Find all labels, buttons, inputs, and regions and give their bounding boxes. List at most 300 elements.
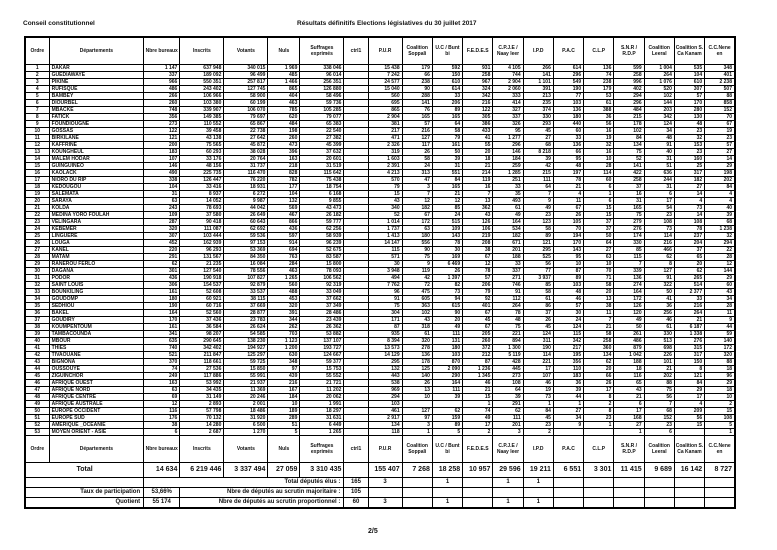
table-cell: 35 [25,303,49,310]
table-cell: 106 [463,226,493,233]
summary-cell [674,478,704,488]
table-cell: 16 [584,149,614,156]
table-cell: 86 [523,303,553,310]
table-cell: 37 436 [180,317,224,324]
table-cell [344,72,368,79]
table-cell: 58 [584,282,614,289]
total-value-cell [344,463,368,478]
table-cell: 84 350 [224,254,268,261]
column-header: Votants [224,37,268,65]
summary-cell: 3 [368,478,402,488]
table-cell: 264 [674,310,704,317]
table-cell: 15 753 [300,366,344,373]
table-cell: 97 [268,366,300,373]
table-total-row [25,463,735,478]
table-cell: 39 [25,331,49,338]
table-cell: 48 [25,394,49,401]
table-cell: 159 [432,415,462,422]
table-cell: 47 [402,177,432,184]
table-cell: 109 [144,212,180,219]
table-cell: 295 [368,359,402,366]
table-cell: 190 918 [180,275,224,282]
table-cell: KOLDA [49,205,143,212]
table-cell: 22 738 [224,128,268,135]
table-cell [344,93,368,100]
table-cell: 188 [493,254,523,261]
table-cell: 26 [402,149,432,156]
table-cell: 23 [584,415,614,422]
table-cell: 1 [584,191,614,198]
table-cell: 43 [614,387,644,394]
summary-cell [553,488,583,498]
table-cell: KOUNGHEUL [49,149,143,156]
table-cell: 132 [368,366,402,373]
table-cell: 114 [644,233,674,240]
table-cell: 296 [553,72,583,79]
table-cell: 38 115 [224,296,268,303]
table-cell: 165 [614,205,644,212]
summary-cell: 1 [432,478,462,488]
table-cell: 90 [402,247,432,254]
table-cell: 30 [25,268,49,275]
table-cell [344,149,368,156]
table-cell: 34 [25,296,49,303]
table-cell: 2 893 [180,401,224,408]
table-cell: 88 [705,93,735,100]
table-cell: 12 [463,261,493,268]
table-cell: 41 [644,296,674,303]
total-value-cell: 7 268 [402,463,432,478]
table-cell: 12 [25,142,49,149]
table-cell: 41 [463,135,493,142]
table-cell: 20 [25,198,49,205]
table-cell: 164 [493,219,523,226]
table-cell: 34 [644,128,674,135]
table-cell: 37 349 [300,303,344,310]
table-cell: 70 [584,268,614,275]
table-cell: 1 014 [368,219,402,226]
table-cell: 11 [705,310,735,317]
summary-cell [614,488,644,498]
table-cell [553,429,583,436]
table-cell: 1 123 [268,338,300,345]
table-header-row [25,436,735,463]
table-cell: 74 [144,366,180,373]
table-cell: 46 [463,380,493,387]
table-cell: 127 745 [224,86,268,93]
table-cell: 15 850 [224,366,268,373]
table-cell: 11 [25,135,49,142]
column-header: C.L.P [584,436,614,463]
table-cell: 339 [614,268,644,275]
table-cell: 48 [493,317,523,324]
table-cell [344,422,368,429]
summary-cell [553,498,583,509]
table-cell: 197 [553,170,583,177]
table-cell: 461 [368,408,402,415]
table-cell: 161 [144,324,180,331]
table-cell: 23 [25,219,49,226]
table-cell: 115 642 [300,170,344,177]
table-cell: 20 764 [224,156,268,163]
table-cell: 538 [368,380,402,387]
column-header: C.C.Nene en [705,436,735,463]
table-row [25,394,735,401]
table-cell: 44 [25,366,49,373]
table-cell: VELINGARA [49,219,143,226]
table-cell: 168 [614,415,644,422]
table-cell: 436 [144,275,180,282]
table-cell: 243 [144,205,180,212]
summary-cell: 1 [432,498,462,509]
table-cell: 106 562 [300,275,344,282]
table-cell: 10 [268,401,300,408]
table-cell: 78 [493,310,523,317]
table-cell: 31 737 [224,163,268,170]
table-cell: 28 [705,303,735,310]
table-cell: 138 230 [224,338,268,345]
table-cell: 287 [144,219,180,226]
table-cell: 62 [432,408,462,415]
table-cell: 104 [268,191,300,198]
table-cell: 7 [402,191,432,198]
table-cell: 535 [674,65,704,72]
table-cell: 150 [674,359,704,366]
table-cell: 534 [493,226,523,233]
table-cell: 966 [144,79,180,86]
table-row [25,226,735,233]
table-row [25,422,735,429]
table-cell: 144 [644,100,674,107]
table-cell: 182 [493,233,523,240]
table-cell: 73 [644,226,674,233]
column-header: I.P.D [523,436,553,463]
table-cell: 16 [584,128,614,135]
table-cell: 102 [402,310,432,317]
table-cell: 18 297 [300,408,344,415]
table-cell: 320 [402,338,432,345]
table-cell: 304 [368,310,402,317]
summary-cell [463,478,493,488]
total-value-cell: 9 689 [644,463,674,478]
table-cell: 30 [553,310,583,317]
table-cell: 6 [614,401,644,408]
table-cell: 61 [493,205,523,212]
table-cell: 57 [463,275,493,282]
table-cell: 10 [584,156,614,163]
table-cell: 21 [463,163,493,170]
table-cell: 26 182 [300,212,344,219]
table-row [25,408,735,415]
table-cell: 134 [584,352,614,359]
table-row [25,429,735,436]
column-header: Coalition Leeral [644,436,674,463]
table-cell: 493 [493,198,523,205]
table-cell: 15 [25,163,49,170]
table-cell: MATAM [49,254,143,261]
table-cell: 149 385 [180,114,224,121]
table-cell: 466 [644,247,674,254]
table-cell: 82 [432,282,462,289]
table-cell: 486 [144,86,180,93]
table-cell: 45 872 [224,142,268,149]
table-cell: 68 [705,219,735,226]
table-cell: 307 [674,86,704,93]
table-cell: 216 [644,240,674,247]
table-row [25,205,735,212]
table-cell: 169 [432,254,462,261]
table-cell: 221 [523,359,553,366]
column-header: Votants [224,436,268,463]
table-cell: 103 [553,282,583,289]
table-cell: 201 [493,422,523,429]
table-cell: 15 [463,394,493,401]
table-cell: 6 168 [300,191,344,198]
table-cell: 23 783 [224,317,268,324]
table-cell: 740 [144,345,180,352]
table-cell: 782 [268,177,300,184]
table-cell: 386 [463,121,493,128]
table-cell: 744 [493,72,523,79]
table-cell: 170 [674,100,704,107]
table-cell: 1 603 [368,156,402,163]
table-cell: 38 028 [224,149,268,156]
table-cell: 200 [144,142,180,149]
table-cell: 17 [25,177,49,184]
table-cell: 87 [463,359,493,366]
table-cell: 61 [402,331,432,338]
table-cell [344,254,368,261]
table-cell: 23 [644,212,674,219]
table-cell: 488 [268,289,300,296]
table-cell: 45 [523,128,553,135]
table-cell: 278 [402,345,432,352]
table-cell: 337 [493,114,523,121]
table-cell: 6 272 [224,191,268,198]
table-cell: 14 [705,156,735,163]
table-cell: 31 [644,156,674,163]
table-cell: 55 991 [224,373,268,380]
table-cell: 10 [25,128,49,135]
table-cell: 57 798 [180,408,224,415]
table-cell: 1 [523,401,553,408]
table-cell: 37 [25,317,49,324]
table-cell: 592 [432,65,462,72]
report-title: Résultats définitifs Elections législatives du 30 juillet 2017 [297,20,477,27]
table-cell: 6 [644,191,674,198]
total-value-cell: 19 211 [523,463,553,478]
table-cell: 108 [705,415,735,422]
summary-cell [614,478,644,488]
table-cell: 1 265 [268,275,300,282]
table-cell: 54 585 [224,331,268,338]
table-cell: 136 [584,65,614,72]
total-value-cell: 10 957 [463,463,493,478]
table-cell: 75 [402,254,432,261]
table-cell: 33 [553,135,583,142]
table-cell: 88 [705,359,735,366]
table-cell: 23 439 [300,317,344,324]
table-cell: 2 [463,429,493,436]
table-cell: 202 [705,177,735,184]
summary-cell [432,488,462,498]
table-cell: 53 369 [224,247,268,254]
table-cell: 172 [705,345,735,352]
table-cell: DIOURBEL [49,100,143,107]
table-cell: 57 [402,121,432,128]
table-cell: BIGNONA [49,359,143,366]
table-cell: 56 [644,394,674,401]
table-cell: 34 [705,296,735,303]
table-cell: 330 [614,240,644,247]
table-cell: 8 [584,408,614,415]
table-cell: 25 [25,233,49,240]
table-cell: 225 735 [180,170,224,177]
table-cell: 32 [25,282,49,289]
column-header: P.A.C [553,37,583,65]
table-cell: 320 [268,303,300,310]
table-cell: 78 093 [300,268,344,275]
table-cell: 193 727 [300,345,344,352]
summary-cell [493,488,523,498]
table-cell: 58 [523,289,553,296]
table-row [25,65,735,72]
table-cell: 130 [674,114,704,121]
table-cell: ZIGUINCHOR [49,373,143,380]
table-header-row [25,37,735,65]
table-cell: 42 [402,275,432,282]
table-cell: 514 [674,282,704,289]
table-row [25,100,735,107]
summary-cell: Nbre de députés au scrutin majoritaire : [180,488,344,498]
table-cell: 127 [402,135,432,142]
table-cell [344,219,368,226]
table-cell: 866 [268,219,300,226]
summary-cell [553,478,583,488]
table-cell: 27 [614,422,644,429]
table-cell: 931 [463,65,493,72]
summary-cell: 1 [493,478,523,488]
table-cell: 39 458 [180,128,224,135]
table-cell [344,429,368,436]
table-cell: 260 [268,135,300,142]
table-cell: 7 242 [368,72,402,79]
table-cell: 63 [402,226,432,233]
table-cell: 311 [523,338,553,345]
table-cell: 27 [25,247,49,254]
table-cell: 235 [523,100,553,107]
table-cell: 62 256 [300,226,344,233]
table-cell: 75 [493,324,523,331]
table-cell: 111 087 [180,226,224,233]
table-cell: 63 [584,254,614,261]
table-cell: 280 [674,107,704,114]
table-cell: 141 [614,163,644,170]
table-cell: 67 [463,324,493,331]
table-cell: 126 880 [300,86,344,93]
table-cell: 265 [674,275,704,282]
table-cell: 484 [268,121,300,128]
table-cell: 356 [144,114,180,121]
table-cell: 122 [463,107,493,114]
table-cell: 452 [144,240,180,247]
table-cell: 2 238 [705,79,735,86]
summary-cell [402,498,432,509]
table-cell: 340 [368,205,402,212]
summary-cell: Taux de participation [25,488,144,498]
table-cell: 1 265 [300,429,344,436]
table-cell: 293 [523,121,553,128]
table-cell: 150 [432,72,462,79]
table-cell: 363 [402,303,432,310]
table-cell: 52 [25,422,49,429]
summary-cell: 55 174 [144,498,180,509]
table-cell: 96 239 [300,240,344,247]
table-cell: 453 [268,296,300,303]
summary-row [25,498,735,509]
table-cell: 879 [614,345,644,352]
table-cell: 123 [523,219,553,226]
table-row [25,268,735,275]
table-cell: 127 [402,408,432,415]
table-cell: 57 [705,142,735,149]
table-cell: 21 [432,191,462,198]
table-row [25,359,735,366]
table-row [25,331,735,338]
table-cell: 109 [432,226,462,233]
table-cell: 8 937 [180,191,224,198]
table-cell: 126 [463,219,493,226]
table-row [25,163,735,170]
table-cell: 27 536 [180,366,224,373]
table-cell: 391 [523,86,553,93]
table-cell: 8 [584,394,614,401]
table-cell: 630 [268,352,300,359]
table-cell [344,387,368,394]
table-cell: 1 338 [674,331,704,338]
total-label-cell: Total [25,463,144,478]
table-cell [344,128,368,135]
table-cell: 23 [523,212,553,219]
table-cell: 206 [432,100,462,107]
table-cell: 38 [144,422,180,429]
table-cell: 20 246 [224,394,268,401]
table-cell [344,401,368,408]
table-cell: 21 [644,366,674,373]
table-cell [344,359,368,366]
table-cell: 870 [432,359,462,366]
table-cell: 75 [614,149,644,156]
table-cell: 1 238 [705,226,735,233]
column-header: P.U.R [368,436,402,463]
table-cell: 414 [493,100,523,107]
table-cell: 206 [463,282,493,289]
table-cell: 515 [432,219,462,226]
table-cell: 19 [523,387,553,394]
table-cell: 1 345 [463,373,493,380]
table-cell: 62 [144,261,180,268]
column-header: I.P.D [523,37,553,65]
table-cell: 17 [644,198,674,205]
table-cell: 1 270 [224,429,268,436]
table-cell: BIRKILANE [49,135,143,142]
table-cell: 70 132 [180,415,224,422]
table-cell: 34 [553,415,583,422]
table-cell: 549 [553,79,583,86]
table-cell: 25 [674,163,704,170]
table-row [25,121,735,128]
table-cell: 114 [523,352,553,359]
